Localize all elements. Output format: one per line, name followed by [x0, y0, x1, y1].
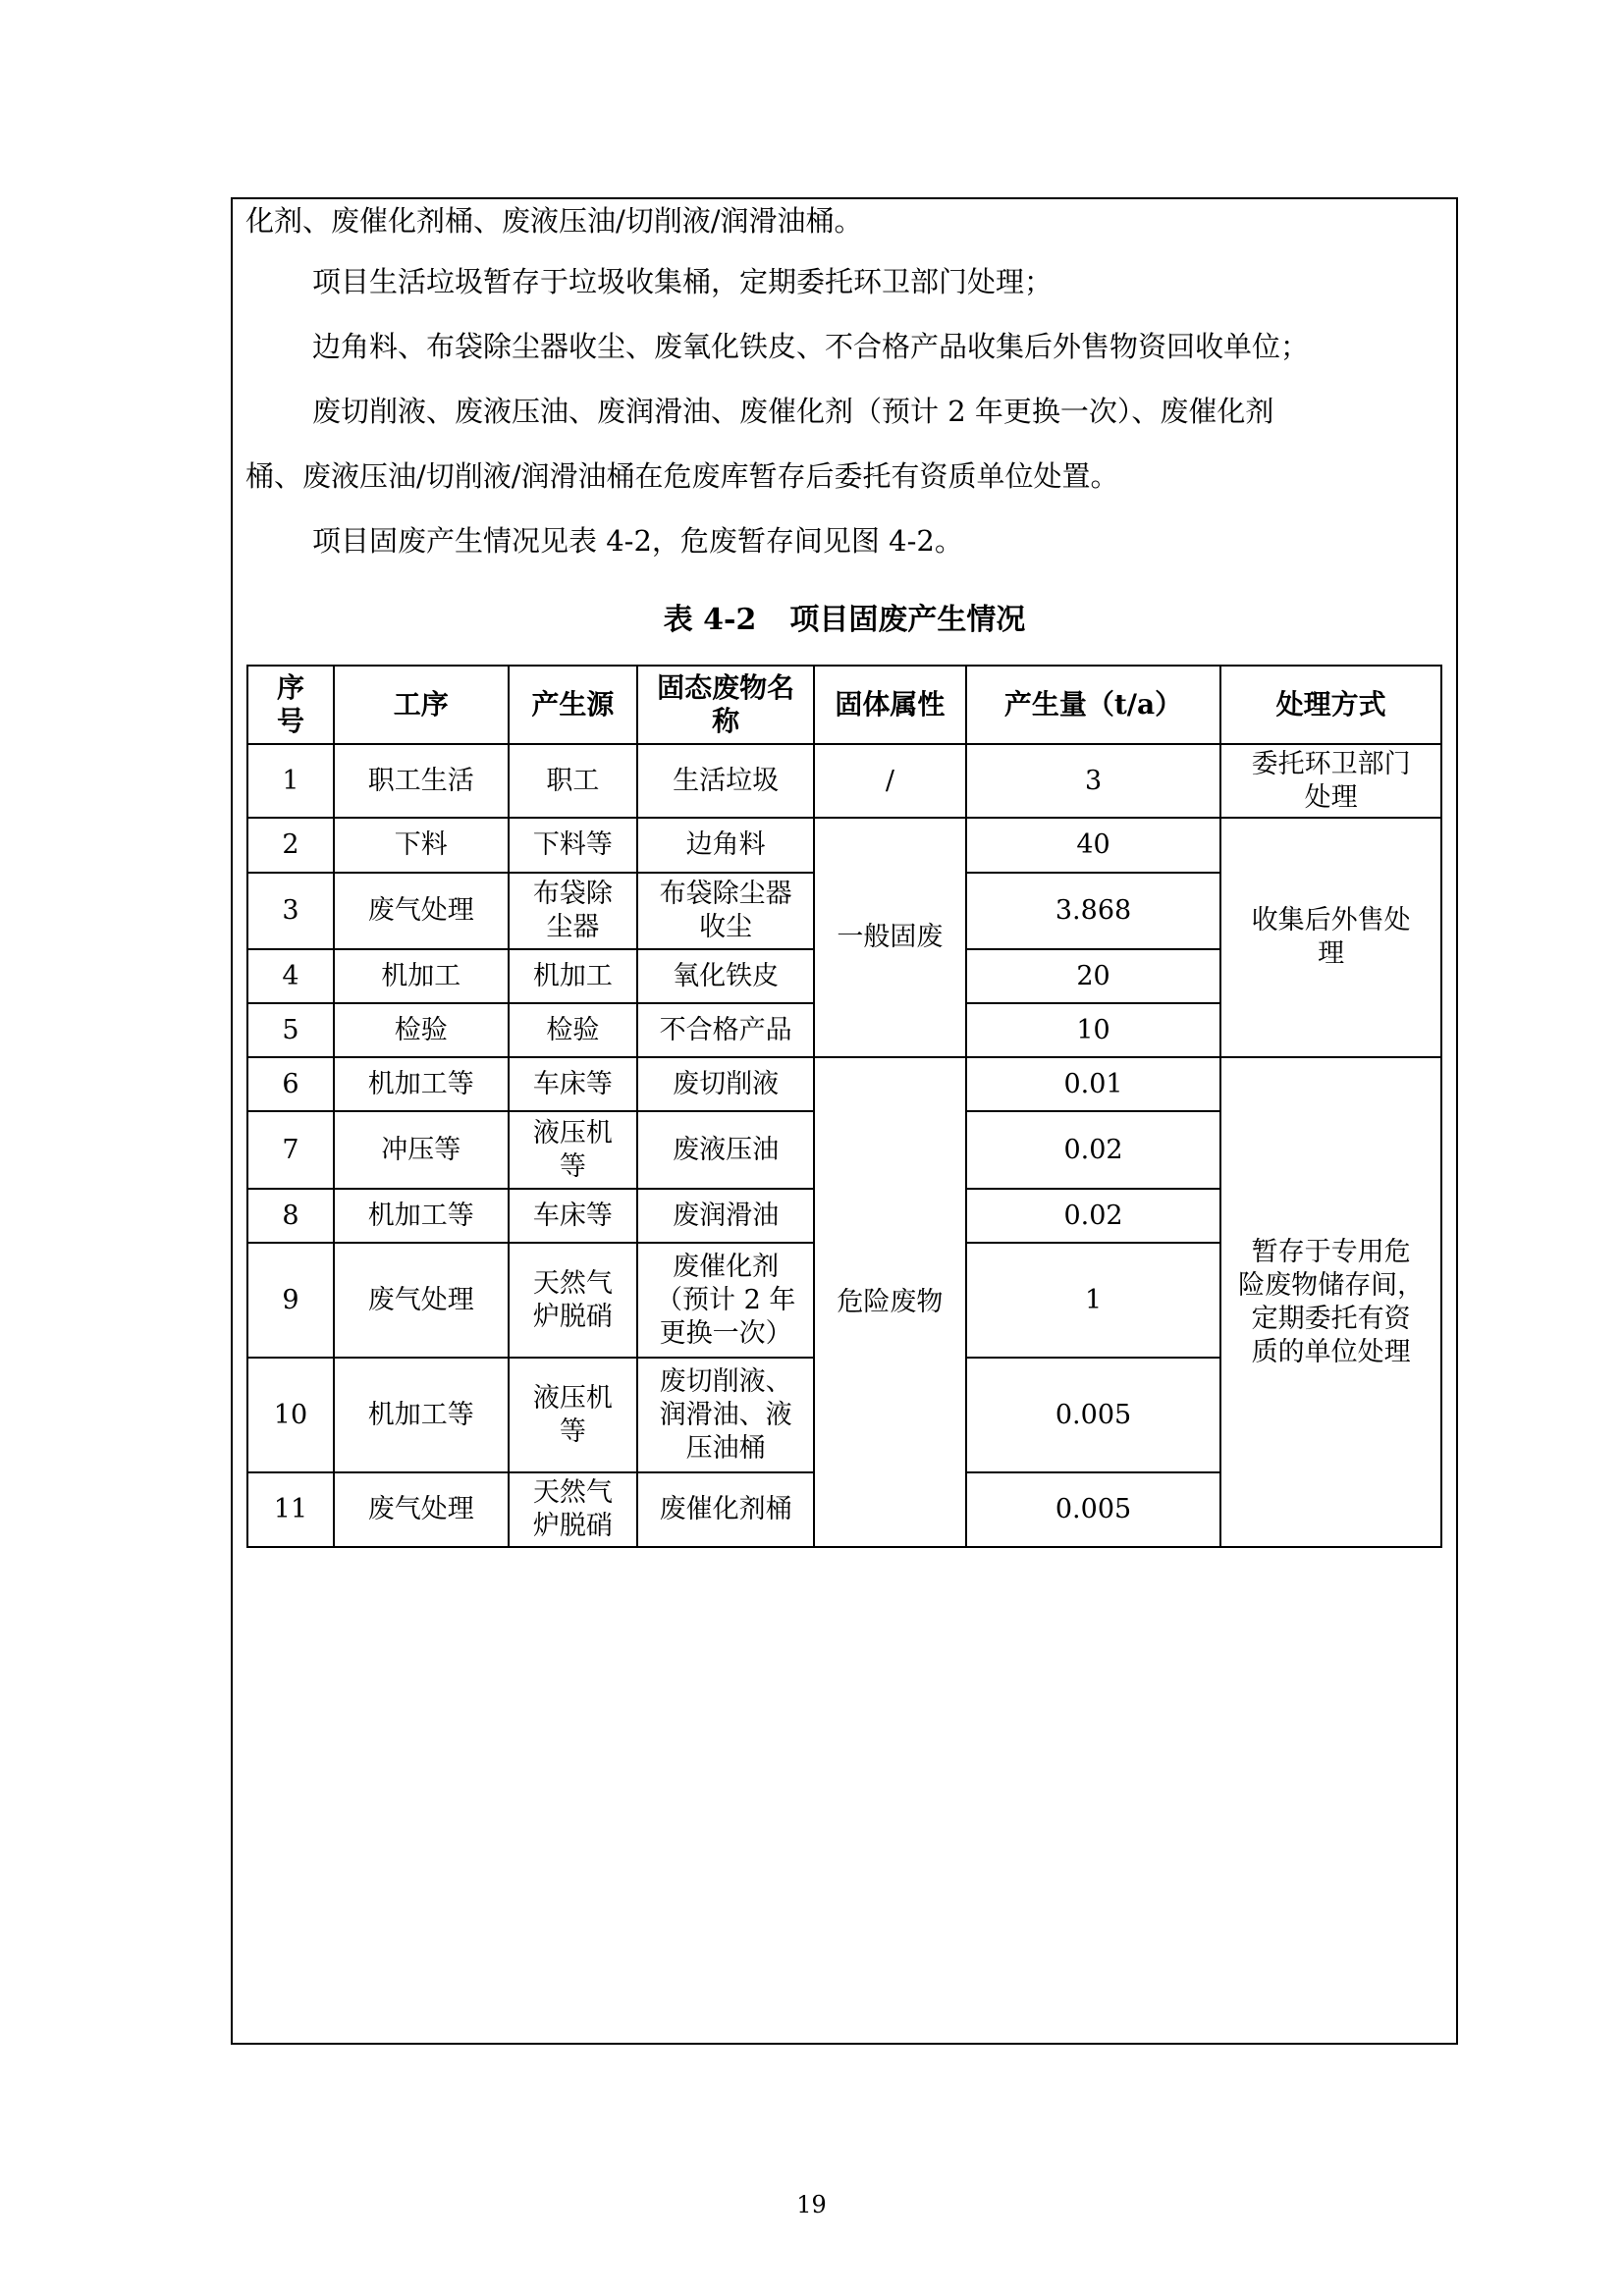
cell-waste-name: 废切削液: [637, 1057, 814, 1111]
cell-amount: 0.02: [966, 1111, 1221, 1189]
cell-waste-name: 废润滑油: [637, 1189, 814, 1243]
cell-source: 天然气 炉脱硝: [509, 1243, 638, 1358]
cell-source: 天然气 炉脱硝: [509, 1472, 638, 1547]
header-source: 产生源: [509, 666, 638, 744]
cell-source: 车床等: [509, 1057, 638, 1111]
cell-no: 2: [247, 818, 334, 873]
cell-process: 废气处理: [334, 873, 509, 949]
cell-source: 机加工: [509, 949, 638, 1003]
cell-process: 检验: [334, 1003, 509, 1057]
header-process: 工序: [334, 666, 509, 744]
cell-no: 5: [247, 1003, 334, 1057]
cell-process: 机加工: [334, 949, 509, 1003]
cell-disposal-general: 收集后外售处 理: [1220, 818, 1441, 1057]
cell-amount: 0.01: [966, 1057, 1221, 1111]
solid-waste-table: [246, 665, 1442, 1548]
cell-amount: 0.005: [966, 1472, 1221, 1547]
cell-no: 7: [247, 1111, 334, 1189]
paragraph-domestic-waste: 项目生活垃圾暂存于垃圾收集桶，定期委托环卫部门处理；: [312, 265, 1054, 298]
cell-amount: 10: [966, 1003, 1221, 1057]
cell-source: 车床等: [509, 1189, 638, 1243]
cell-waste-name: 废催化剂桶: [637, 1472, 814, 1547]
header-waste-name: 固态废物名 称: [637, 666, 814, 744]
cell-disposal-hazardous: 暂存于专用危 险废物储存间， 定期委托有资 质的单位处理: [1220, 1057, 1441, 1547]
cell-attribute-hazardous: 危险废物: [814, 1057, 966, 1547]
header-disposal: 处理方式: [1220, 666, 1441, 744]
cell-no: 10: [247, 1358, 334, 1472]
cell-process: 下料: [334, 818, 509, 873]
cell-process: 机加工等: [334, 1358, 509, 1472]
cell-source: 液压机 等: [509, 1111, 638, 1189]
cell-source: 职工: [509, 744, 638, 818]
cell-process: 废气处理: [334, 1243, 509, 1358]
cell-amount: 40: [966, 818, 1221, 873]
header-amount: 产生量（t/a）: [966, 666, 1221, 744]
cell-waste-name: 废切削液、 润滑油、液 压油桶: [637, 1358, 814, 1472]
cell-amount: 0.02: [966, 1189, 1221, 1243]
cell-process: 冲压等: [334, 1111, 509, 1189]
paragraph-continued: 化剂、废催化剂桶、废液压油/切削液/润滑油桶。: [245, 204, 863, 238]
table-header-row: [247, 666, 1441, 744]
table-caption-number: 表 4-2: [663, 603, 757, 637]
cell-no: 4: [247, 949, 334, 1003]
cell-source: 布袋除 尘器: [509, 873, 638, 949]
paragraph-hazardous-waste-line1: 废切削液、废液压油、废润滑油、废催化剂（预计 2 年更换一次）、废催化剂: [312, 395, 1274, 428]
cell-process: 机加工等: [334, 1057, 509, 1111]
cell-attribute-general: 一般固废: [814, 818, 966, 1057]
cell-waste-name: 不合格产品: [637, 1003, 814, 1057]
cell-waste-name: 布袋除尘器 收尘: [637, 873, 814, 949]
cell-amount: 1: [966, 1243, 1221, 1358]
table-caption-title: 项目固废产生情况: [789, 603, 1026, 637]
cell-amount: 0.005: [966, 1358, 1221, 1472]
cell-process: 机加工等: [334, 1189, 509, 1243]
cell-process: 职工生活: [334, 744, 509, 818]
cell-no: 1: [247, 744, 334, 818]
table-row: [247, 1057, 1441, 1111]
cell-process: 废气处理: [334, 1472, 509, 1547]
table-caption: [231, 599, 1458, 642]
table-row: [247, 818, 1441, 873]
cell-source: 检验: [509, 1003, 638, 1057]
cell-amount: 3: [966, 744, 1221, 818]
cell-amount: 20: [966, 949, 1221, 1003]
cell-no: 3: [247, 873, 334, 949]
cell-no: 9: [247, 1243, 334, 1358]
cell-waste-name: 废液压油: [637, 1111, 814, 1189]
cell-disposal: 委托环卫部门 处理: [1220, 744, 1441, 818]
cell-attribute: /: [814, 744, 966, 818]
cell-waste-name: 废催化剂 （预计 2 年 更换一次）: [637, 1243, 814, 1358]
cell-waste-name: 生活垃圾: [637, 744, 814, 818]
cell-source: 液压机 等: [509, 1358, 638, 1472]
paragraph-hazardous-waste-line2: 桶、废液压油/切削液/润滑油桶在危废库暂存后委托有资质单位处置。: [245, 459, 1119, 493]
cell-source: 下料等: [509, 818, 638, 873]
cell-no: 8: [247, 1189, 334, 1243]
cell-waste-name: 边角料: [637, 818, 814, 873]
cell-amount: 3.868: [966, 873, 1221, 949]
paragraph-general-waste: 边角料、布袋除尘器收尘、废氧化铁皮、不合格产品收集后外售物资回收单位；: [312, 330, 1310, 363]
page-number: 19: [796, 2191, 827, 2218]
cell-no: 6: [247, 1057, 334, 1111]
header-attribute: 固体属性: [814, 666, 966, 744]
cell-waste-name: 氧化铁皮: [637, 949, 814, 1003]
cell-no: 11: [247, 1472, 334, 1547]
header-seq: 序 号: [247, 666, 334, 744]
table-row: [247, 744, 1441, 818]
paragraph-table-reference: 项目固废产生情况见表 4-2，危废暂存间见图 4-2。: [312, 524, 963, 558]
